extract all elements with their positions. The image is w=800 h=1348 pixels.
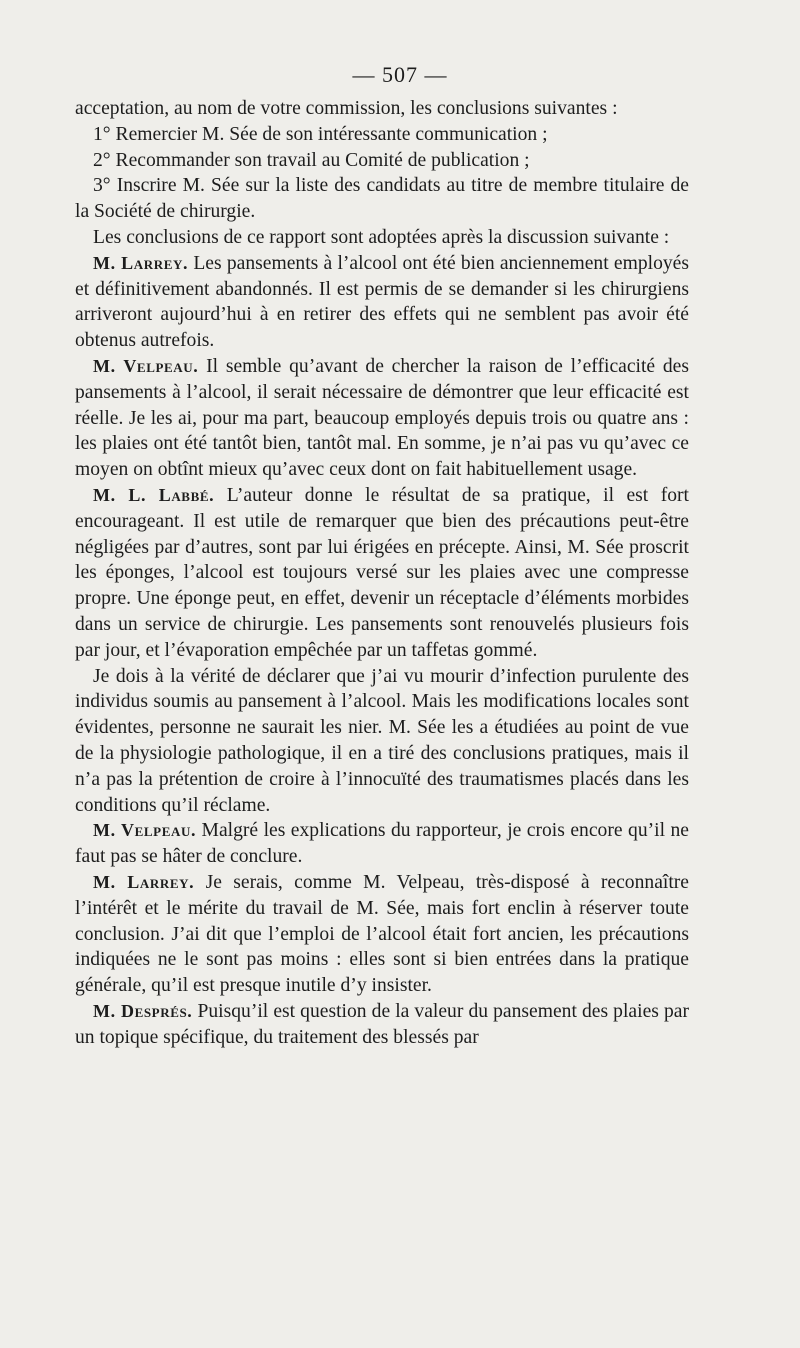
list-item: 1° Remercier M. Sée de son intéressante communication ;: [93, 123, 548, 145]
speaker-paragraph: M. Velpeau. Malgré les explications du rapporteur, je crois encore qu’il ne faut pas se hâter de conclure.: [75, 820, 689, 868]
paragraph: Je dois à la vérité de déclarer que j’ai vu mourir d’infection purulente des individus soumis au pansement à l’alcool. Mais les modifications locales sont évidentes, personne ne saurait les nier. M. Sée les a étudiées au point de vue de la physiologie pathologique, il en a tiré des conclusions pratiques, mais il n’a pas la prétention de croire à l’innocuïté des traumatismes placés dans les conditions qu’il réclame.: [75, 665, 689, 816]
speaker-name: M. Velpeau.: [93, 820, 197, 841]
speaker-name: M. Després.: [93, 1000, 193, 1021]
speaker-paragraph: M. Larrey. Je serais, comme M. Velpeau, très-disposé à reconnaître l’intérêt et le mérite du travail de M. Sée, mais fort enclin à réserver toute conclusion. J’ai dit que l’emploi de l’alcool était fort ancien, les précautions indiquées ne le sont pas moins : elles sont si bien entrées dans la pratique générale, qu’il est presque inutile d’y insister.: [75, 871, 690, 997]
speaker-name: M. Larrey.: [93, 871, 195, 892]
list-item: 3° Inscrire M. Sée sur la liste des candidats au titre de membre titulaire de la Société de chirurgie.: [75, 175, 689, 223]
speaker-paragraph: M. Larrey. Les pansements à l’alcool ont été bien anciennement employés et définitivement abandonnés. Il est permis de se demander si les chirurgiens arriveront aujourd’hui à en retirer des effets qui ne semblent pas avoir été obtenus autrefois.: [75, 252, 689, 352]
speaker-name: M. Velpeau.: [93, 355, 199, 376]
list-item: 2° Recommander son travail au Comité de publication ;: [93, 149, 530, 171]
body-text: [75, 96, 689, 1050]
speaker-paragraph: M. Velpeau. Il semble qu’avant de chercher la raison de l’efficacité des pansements à l’alcool, il serait nécessaire de démontrer que leur efficacité est réelle. Je les ai, pour ma part, beaucoup employés depuis trois ou quatre ans : les plaies ont été tantôt bien, tantôt mal. En somme, je n’ai pas vu qu’avec ce moyen on obtînt mieux qu’avec ceux dont on fait habituellement usage.: [75, 355, 689, 481]
speaker-name: M. L. Labbé.: [93, 484, 215, 505]
paragraph: acceptation, au nom de votre commission, les conclusions suivantes :: [75, 98, 618, 119]
paragraph: Les conclusions de ce rapport sont adoptées après la discussion suivante :: [93, 226, 670, 248]
page-number: — 507 —: [352, 62, 448, 87]
speaker-name: M. Larrey.: [93, 252, 189, 273]
speaker-paragraph: M. Després. Puisqu’il est question de la valeur du pansement des plaies par un topique spécifique, du traitement des blessés par: [75, 1000, 689, 1048]
speaker-paragraph: M. L. Labbé. L’auteur donne le résultat de sa pratique, il est fort encourageant. Il est utile de remarquer que bien des précautions peut-être négligées par d’autres, sont par lui érigées en précepte. Ainsi, M. Sée proscrit les éponges, l’alcool est toujours versé sur les plaies avec une compresse propre. Une éponge peut, en effet, devenir un réceptacle d’éléments morbides dans un service de chirurgie. Les pansements sont renouvelés plusieurs fois par jour, et l’évaporation empêchée par un taffetas gommé.: [75, 484, 689, 661]
